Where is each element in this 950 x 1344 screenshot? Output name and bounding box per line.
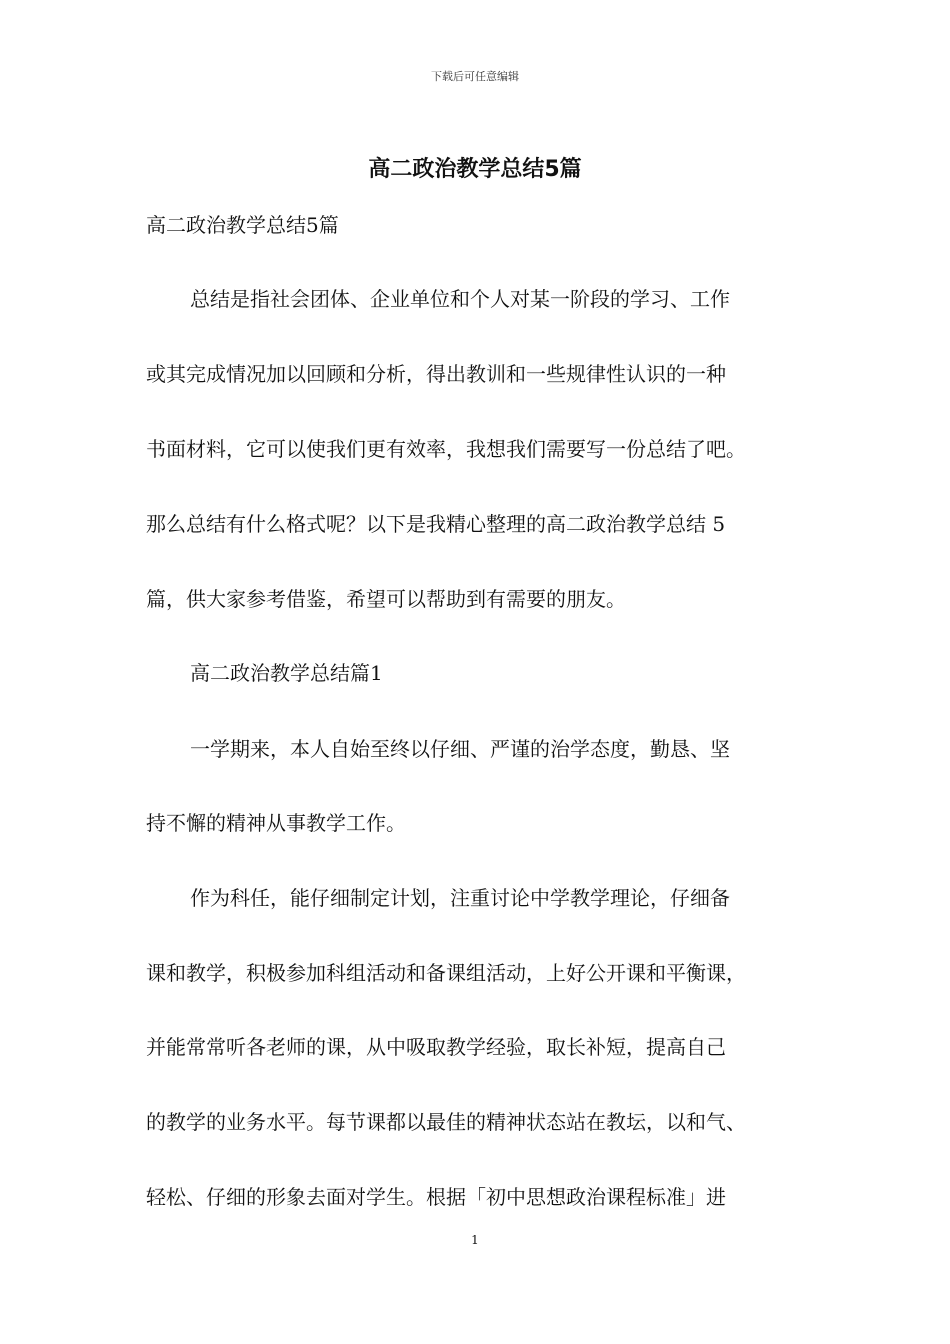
body-line: 那么总结有什么格式呢？以下是我精心整理的高二政治教学总结 5 (146, 512, 726, 536)
body-line: 或其完成情况加以回顾和分析，得出教训和一些规律性认识的一种 (146, 362, 726, 386)
body-line: 课和教学，积极参加科组活动和备课组活动，上好公开课和平衡课， (146, 961, 746, 985)
body-line: 总结是指社会团体、企业单位和个人对某一阶段的学习、工作 (190, 287, 730, 311)
body-line: 一学期来，本人自始至终以仔细、严谨的治学态度，勤恳、坚 (190, 737, 730, 761)
body-line: 书面材料，它可以使我们更有效率，我想我们需要写一份总结了吧。 (146, 437, 746, 461)
page-header: 下载后可任意编辑 (431, 70, 519, 83)
body-line: 作为科任，能仔细制定计划，注重讨论中学教学理论，仔细备 (190, 886, 730, 910)
body-line: 轻松、仔细的形象去面对学生。根据「初中思想政治课程标准」进 (146, 1185, 726, 1209)
body-line: 的教学的业务水平。每节课都以最佳的精神状态站在教坛，以和气、 (146, 1110, 746, 1134)
body-line: 篇，供大家参考借鉴，希望可以帮助到有需要的朋友。 (146, 587, 626, 611)
body-line: 高二政治教学总结5篇 (146, 213, 339, 237)
section-heading: 高二政治教学总结篇1 (190, 661, 383, 685)
document-title: 高二政治教学总结5篇 (368, 157, 582, 182)
body-line: 并能常常听各老师的课，从中吸取教学经验，取长补短，提高自己 (146, 1035, 726, 1059)
page-number: 1 (471, 1233, 479, 1247)
body-line: 持不懈的精神从事教学工作。 (146, 811, 406, 835)
